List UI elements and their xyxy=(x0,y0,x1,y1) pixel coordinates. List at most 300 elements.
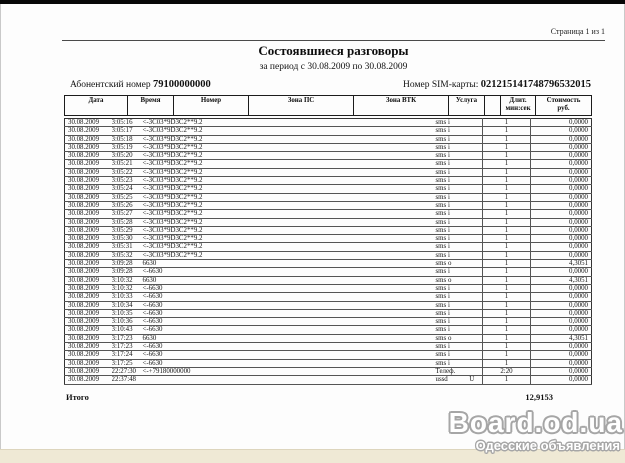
cell-zona_ps xyxy=(249,168,346,176)
cell-zona_ps xyxy=(249,143,346,151)
table-row xyxy=(65,160,592,168)
cell-date: 30.08.2009 xyxy=(65,376,112,384)
cell-service: sms i xyxy=(432,343,462,351)
cell-number: <-3C03*9D3C2**9.2 xyxy=(141,127,249,135)
call-table-body xyxy=(65,119,592,385)
table-row xyxy=(65,235,592,243)
cell-flag xyxy=(462,226,483,234)
cell-service: sms i xyxy=(432,351,462,359)
cell-service: sms i xyxy=(432,218,462,226)
cell-service: sms i xyxy=(432,251,462,259)
cell-time: 3:10:34 xyxy=(112,301,141,309)
cell-zona_vtk xyxy=(346,343,432,351)
cell-duration: 1 xyxy=(483,218,531,226)
cell-zona_ps xyxy=(249,260,346,268)
table-row xyxy=(65,268,592,276)
cell-duration: 1 xyxy=(483,226,531,234)
cell-date: 30.08.2009 xyxy=(65,127,112,135)
document-title: Состоявшиеся разговоры xyxy=(258,43,409,58)
subscriber-block xyxy=(70,79,211,90)
cell-flag xyxy=(462,185,483,193)
cell-zona_vtk xyxy=(346,276,432,284)
cell-flag xyxy=(462,135,483,143)
cell-cost: 0,0000 xyxy=(531,343,592,351)
table-row xyxy=(65,127,592,135)
table-row xyxy=(65,210,592,218)
cell-date: 30.08.2009 xyxy=(65,226,112,234)
cell-zona_vtk xyxy=(346,326,432,334)
cell-cost: 0,0000 xyxy=(531,293,592,301)
cell-zona_vtk xyxy=(346,318,432,326)
cell-zona_vtk xyxy=(346,334,432,342)
cell-date: 30.08.2009 xyxy=(65,276,112,284)
cell-zona_ps xyxy=(249,301,346,309)
cell-cost: 0,0000 xyxy=(531,152,592,160)
cell-duration: 1 xyxy=(483,201,531,209)
cell-duration: 1 xyxy=(483,318,531,326)
cell-cost: 0,0000 xyxy=(531,326,592,334)
cell-service: sms i xyxy=(432,235,462,243)
cell-time: 3:10:43 xyxy=(112,326,141,334)
cell-duration: 1 xyxy=(483,177,531,185)
cell-number: <-6630 xyxy=(141,268,249,276)
cell-service: sms i xyxy=(432,210,462,218)
cell-date: 30.08.2009 xyxy=(65,185,112,193)
cell-date: 30.08.2009 xyxy=(65,268,112,276)
cell-date: 30.08.2009 xyxy=(65,309,112,317)
sim-label: Номер SIM-карты: xyxy=(403,80,479,90)
cell-date: 30.08.2009 xyxy=(65,119,112,127)
call-table-header xyxy=(64,95,592,116)
cell-zona_vtk xyxy=(346,201,432,209)
cell-date: 30.08.2009 xyxy=(65,168,112,176)
column-header: Зона ПС xyxy=(249,96,354,116)
cell-service: sms i xyxy=(432,201,462,209)
table-row xyxy=(65,243,592,251)
cell-date: 30.08.2009 xyxy=(65,251,112,259)
document-subtitle: за период с 30.08.2009 по 30.08.2009 xyxy=(259,62,408,72)
cell-zona_ps xyxy=(249,326,346,334)
cell-date: 30.08.2009 xyxy=(65,359,112,367)
page-indicator: Страница 1 из 1 xyxy=(550,27,605,36)
cell-number: <-3C03*9D3C2**9.2 xyxy=(141,201,249,209)
cell-number: <-3C03*9D3C2**9.2 xyxy=(141,226,249,234)
cell-duration: 1 xyxy=(483,251,531,259)
cell-cost: 4,3051 xyxy=(531,260,592,268)
cell-service: sms i xyxy=(432,193,462,201)
cell-cost: 0,0000 xyxy=(531,218,592,226)
cell-number: <-6630 xyxy=(141,326,249,334)
cell-number: 6630 xyxy=(141,276,249,284)
cell-flag xyxy=(462,284,483,292)
cell-date: 30.08.2009 xyxy=(65,177,112,185)
cell-service: sms i xyxy=(432,185,462,193)
cell-zona_ps xyxy=(249,235,346,243)
cell-number: 6630 xyxy=(141,260,249,268)
table-row xyxy=(65,226,592,234)
cell-cost: 0,0000 xyxy=(531,376,592,384)
total-line xyxy=(64,392,591,402)
cell-duration: 1 xyxy=(483,135,531,143)
cell-zona_ps xyxy=(249,351,346,359)
cell-duration: 1 xyxy=(483,168,531,176)
cell-zona_ps xyxy=(249,334,346,342)
cell-time: 3:09:28 xyxy=(112,260,141,268)
cell-service: sms i xyxy=(432,301,462,309)
cell-duration: 2:20 xyxy=(483,367,531,375)
cell-number: <-3C03*9D3C2**9.2 xyxy=(141,218,249,226)
cell-cost: 0,0000 xyxy=(531,243,592,251)
total-value: 12,9153 xyxy=(525,392,553,402)
cell-zona_vtk xyxy=(346,284,432,292)
cell-number: <-3C03*9D3C2**9.2 xyxy=(141,193,249,201)
cell-number: <-3C03*9D3C2**9.2 xyxy=(141,243,249,251)
cell-date: 30.08.2009 xyxy=(65,326,112,334)
cell-flag xyxy=(462,367,483,375)
table-row xyxy=(65,326,592,334)
cell-cost: 0,0000 xyxy=(531,284,592,292)
cell-zona_vtk xyxy=(346,152,432,160)
cell-cost: 0,0000 xyxy=(531,351,592,359)
table-row xyxy=(65,276,592,284)
cell-zona_vtk xyxy=(346,359,432,367)
column-header: Время xyxy=(128,96,174,116)
cell-service: sms i xyxy=(432,119,462,127)
table-row xyxy=(65,293,592,301)
cell-zona_ps xyxy=(249,160,346,168)
cell-zona_ps xyxy=(249,343,346,351)
cell-zona_ps xyxy=(249,210,346,218)
cell-flag: U xyxy=(462,376,483,384)
cell-service: sms i xyxy=(432,318,462,326)
cell-time: 3:05:26 xyxy=(112,201,141,209)
table-row xyxy=(65,359,592,367)
cell-service: sms i xyxy=(432,177,462,185)
cell-zona_ps xyxy=(249,268,346,276)
cell-date: 30.08.2009 xyxy=(65,318,112,326)
cell-time: 3:05:31 xyxy=(112,243,141,251)
cell-date: 30.08.2009 xyxy=(65,284,112,292)
cell-number: <-6630 xyxy=(141,284,249,292)
cell-flag xyxy=(462,351,483,359)
cell-duration: 1 xyxy=(483,243,531,251)
cell-zona_ps xyxy=(249,367,346,375)
cell-zona_vtk xyxy=(346,135,432,143)
cell-service: sms i xyxy=(432,226,462,234)
cell-zona_ps xyxy=(249,177,346,185)
cell-service: sms i xyxy=(432,168,462,176)
cell-zona_ps xyxy=(249,243,346,251)
table-row xyxy=(65,351,592,359)
cell-flag xyxy=(462,143,483,151)
table-row xyxy=(65,318,592,326)
cell-zona_vtk xyxy=(346,268,432,276)
cell-time: 3:05:24 xyxy=(112,185,141,193)
cell-time: 3:05:21 xyxy=(112,160,141,168)
cell-duration: 1 xyxy=(483,334,531,342)
cell-cost: 0,0000 xyxy=(531,127,592,135)
cell-service: ussd xyxy=(432,376,462,384)
cell-flag xyxy=(462,243,483,251)
cell-zona_ps xyxy=(249,309,346,317)
cell-duration: 1 xyxy=(483,268,531,276)
subscriber-number: 79100000000 xyxy=(153,79,211,90)
cell-time: 3:17:23 xyxy=(112,334,141,342)
cell-duration: 1 xyxy=(483,284,531,292)
cell-service: sms i xyxy=(432,160,462,168)
cell-zona_ps xyxy=(249,201,346,209)
cell-date: 30.08.2009 xyxy=(65,367,112,375)
cell-duration: 1 xyxy=(483,127,531,135)
cell-zona_ps xyxy=(249,127,346,135)
cell-cost: 0,0000 xyxy=(531,119,592,127)
cell-flag xyxy=(462,276,483,284)
cell-zona_vtk xyxy=(346,210,432,218)
cell-time: 3:05:29 xyxy=(112,226,141,234)
cell-date: 30.08.2009 xyxy=(65,293,112,301)
cell-number: <-6630 xyxy=(141,309,249,317)
cell-zona_vtk xyxy=(346,226,432,234)
cell-zona_ps xyxy=(249,135,346,143)
cell-zona_ps xyxy=(249,152,346,160)
cell-time: 3:05:16 xyxy=(112,119,141,127)
cell-zona_ps xyxy=(249,185,346,193)
cell-cost: 0,0000 xyxy=(531,177,592,185)
cell-zona_vtk xyxy=(346,301,432,309)
cell-time: 3:05:23 xyxy=(112,177,141,185)
table-row xyxy=(65,343,592,351)
cell-time: 3:10:35 xyxy=(112,309,141,317)
cell-cost: 0,0000 xyxy=(531,226,592,234)
cell-number: <-6630 xyxy=(141,318,249,326)
cell-cost: 0,0000 xyxy=(531,359,592,367)
cell-time: 3:10:32 xyxy=(112,284,141,292)
table-row xyxy=(65,301,592,309)
cell-cost: 0,0000 xyxy=(531,160,592,168)
column-header: Дата xyxy=(65,96,128,116)
cell-number: <-3C03*9D3C2**9.2 xyxy=(141,160,249,168)
table-row xyxy=(65,260,592,268)
cell-cost: 0,0000 xyxy=(531,168,592,176)
cell-duration: 1 xyxy=(483,210,531,218)
cell-zona_vtk xyxy=(346,193,432,201)
cell-cost: 4,3051 xyxy=(531,276,592,284)
table-row xyxy=(65,251,592,259)
cell-service: sms i xyxy=(432,309,462,317)
cell-date: 30.08.2009 xyxy=(65,235,112,243)
header-rule xyxy=(62,40,605,41)
cell-zona_vtk xyxy=(346,160,432,168)
cell-zona_vtk xyxy=(346,260,432,268)
cell-flag xyxy=(462,359,483,367)
cell-duration: 1 xyxy=(483,343,531,351)
cell-cost: 0,0000 xyxy=(531,318,592,326)
cell-flag xyxy=(462,119,483,127)
cell-zona_vtk xyxy=(346,251,432,259)
cell-flag xyxy=(462,268,483,276)
cell-zona_vtk xyxy=(346,143,432,151)
cell-date: 30.08.2009 xyxy=(65,334,112,342)
cell-duration: 1 xyxy=(483,185,531,193)
cell-cost: 0,0000 xyxy=(531,135,592,143)
cell-time: 3:17:24 xyxy=(112,351,141,359)
cell-zona_vtk xyxy=(346,127,432,135)
cell-number: <-3C03*9D3C2**9.2 xyxy=(141,143,249,151)
cell-cost: 0,0000 xyxy=(531,309,592,317)
cell-cost: 0,0000 xyxy=(531,235,592,243)
total-label: Итого xyxy=(66,392,89,402)
cell-zona_ps xyxy=(249,276,346,284)
cell-service: sms o xyxy=(432,260,462,268)
cell-time: 3:05:28 xyxy=(112,218,141,226)
cell-zona_ps xyxy=(249,218,346,226)
table-row xyxy=(65,177,592,185)
cell-zona_vtk xyxy=(346,235,432,243)
cell-zona_ps xyxy=(249,251,346,259)
cell-number: <-6630 xyxy=(141,359,249,367)
cell-service: sms i xyxy=(432,135,462,143)
column-header: Стоимость руб. xyxy=(536,96,592,116)
cell-zona_vtk xyxy=(346,168,432,176)
cell-zona_ps xyxy=(249,359,346,367)
cell-flag xyxy=(462,318,483,326)
account-line xyxy=(64,79,591,90)
cell-time: 3:10:32 xyxy=(112,276,141,284)
cell-duration: 1 xyxy=(483,351,531,359)
cell-date: 30.08.2009 xyxy=(65,201,112,209)
cell-time: 3:17:23 xyxy=(112,343,141,351)
cell-number: <-3C03*9D3C2**9.2 xyxy=(141,135,249,143)
cell-service: sms i xyxy=(432,359,462,367)
column-header xyxy=(485,96,501,116)
cell-flag xyxy=(462,326,483,334)
cell-duration: 1 xyxy=(483,119,531,127)
cell-cost: 4,3051 xyxy=(531,334,592,342)
sim-number: 021215141748796532015 xyxy=(480,79,591,90)
cell-time: 3:05:25 xyxy=(112,193,141,201)
cell-date: 30.08.2009 xyxy=(65,193,112,201)
cell-time: 3:10:36 xyxy=(112,318,141,326)
cell-time: 3:05:19 xyxy=(112,143,141,151)
cell-date: 30.08.2009 xyxy=(65,301,112,309)
cell-service: Телеф. xyxy=(432,367,462,375)
column-header: Номер xyxy=(174,96,249,116)
cell-flag xyxy=(462,309,483,317)
cell-number: <-6630 xyxy=(141,293,249,301)
cell-date: 30.08.2009 xyxy=(65,152,112,160)
cell-date: 30.08.2009 xyxy=(65,135,112,143)
cell-cost: 0,0000 xyxy=(531,210,592,218)
cell-zona_ps xyxy=(249,119,346,127)
cell-time: 3:05:27 xyxy=(112,210,141,218)
cell-date: 30.08.2009 xyxy=(65,351,112,359)
cell-duration: 1 xyxy=(483,276,531,284)
cell-date: 30.08.2009 xyxy=(65,210,112,218)
cell-zona_vtk xyxy=(346,177,432,185)
table-row xyxy=(65,201,592,209)
cell-time: 3:17:25 xyxy=(112,359,141,367)
cell-time: 3:05:20 xyxy=(112,152,141,160)
cell-flag xyxy=(462,218,483,226)
cell-flag xyxy=(462,251,483,259)
table-row xyxy=(65,309,592,317)
cell-service: sms i xyxy=(432,284,462,292)
cell-service: sms o xyxy=(432,334,462,342)
cell-number: <-3C03*9D3C2**9.2 xyxy=(141,185,249,193)
cell-duration: 1 xyxy=(483,235,531,243)
cell-flag xyxy=(462,168,483,176)
cell-duration: 1 xyxy=(483,359,531,367)
column-header: Услуга xyxy=(449,96,485,116)
cell-date: 30.08.2009 xyxy=(65,218,112,226)
cell-flag xyxy=(462,235,483,243)
cell-time: 3:05:22 xyxy=(112,168,141,176)
table-row xyxy=(65,119,592,127)
cell-service: sms i xyxy=(432,268,462,276)
column-header: Зона ВТК xyxy=(354,96,449,116)
cell-flag xyxy=(462,210,483,218)
cell-flag xyxy=(462,301,483,309)
cell-number: <-3C03*9D3C2**9.2 xyxy=(141,210,249,218)
table-row xyxy=(65,367,592,375)
cell-date: 30.08.2009 xyxy=(65,343,112,351)
cell-zona_vtk xyxy=(346,119,432,127)
cell-number: <-6630 xyxy=(141,343,249,351)
cell-time: 22:37:48 xyxy=(112,376,141,384)
cell-duration: 1 xyxy=(483,309,531,317)
cell-zona_vtk xyxy=(346,367,432,375)
cell-number xyxy=(141,376,249,384)
cell-cost: 0,0000 xyxy=(531,268,592,276)
cell-zona_ps xyxy=(249,376,346,384)
cell-date: 30.08.2009 xyxy=(65,143,112,151)
cell-number: <-3C03*9D3C2**9.2 xyxy=(141,177,249,185)
column-header: Длит. мин:сек xyxy=(501,96,536,116)
table-row xyxy=(65,185,592,193)
table-row xyxy=(65,218,592,226)
cell-number: <-3C03*9D3C2**9.2 xyxy=(141,251,249,259)
cell-zona_vtk xyxy=(346,243,432,251)
cell-zona_vtk xyxy=(346,376,432,384)
cell-date: 30.08.2009 xyxy=(65,160,112,168)
cell-duration: 1 xyxy=(483,326,531,334)
cell-flag xyxy=(462,152,483,160)
cell-duration: 1 xyxy=(483,293,531,301)
cell-duration: 1 xyxy=(483,160,531,168)
cell-number: <-3C03*9D3C2**9.2 xyxy=(141,119,249,127)
cell-zona_ps xyxy=(249,293,346,301)
cell-service: sms o xyxy=(432,276,462,284)
cell-time: 22:27:30 xyxy=(112,367,141,375)
cell-cost: 0,0000 xyxy=(531,201,592,209)
watermark-tagline: Одесские объявления xyxy=(475,438,620,453)
cell-time: 3:05:30 xyxy=(112,235,141,243)
cell-zona_ps xyxy=(249,226,346,234)
cell-cost: 0,0000 xyxy=(531,185,592,193)
cell-number: <-+79180000000 xyxy=(141,367,249,375)
cell-date: 30.08.2009 xyxy=(65,260,112,268)
cell-zona_vtk xyxy=(346,351,432,359)
table-row xyxy=(65,168,592,176)
table-row xyxy=(65,376,592,384)
cell-cost: 0,0000 xyxy=(531,143,592,151)
cell-cost: 0,0000 xyxy=(531,251,592,259)
cell-flag xyxy=(462,177,483,185)
cell-number: <-6630 xyxy=(141,301,249,309)
cell-number: <-3C03*9D3C2**9.2 xyxy=(141,168,249,176)
cell-duration: 1 xyxy=(483,301,531,309)
cell-duration: 1 xyxy=(483,376,531,384)
